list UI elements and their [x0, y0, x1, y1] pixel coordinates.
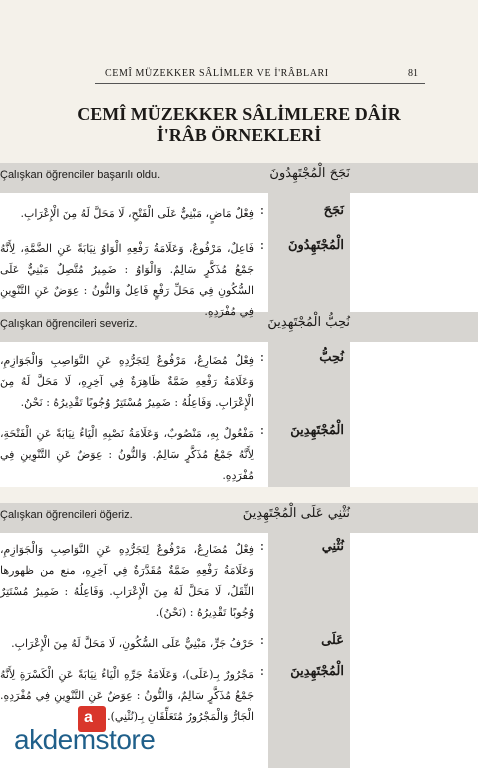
- analysis-row: [0, 419, 478, 492]
- analysis-text: فِعْلٌ مُضَارِعٌ، مَرْفُوعٌ لِتَجَرُّدِهِ عَنِ النَّوَاصِبِ وَالْجَوَازِمِ، وَعَلَامَةُ رَفْعِهِ ضَمَّةٌ مُقَدَّرَةٌ فِي آخِرِهِ، منع من ظهورها الثِّقَلُ، لَا مَحَلَّ لَهُ مِنَ الْإِعْرَابِ. وَفَاعِلُهُ : ضَمِيرٌ مُسْتَتِرٌ وُجُوبًا تَقْدِيرُهُ : (نَحْنُ).: [0, 543, 254, 619]
- example-block-1: [0, 163, 478, 330]
- analysis-row: [0, 193, 478, 230]
- analysis-row: [0, 660, 478, 733]
- example-heading: [0, 163, 478, 193]
- colon: :: [259, 423, 265, 438]
- analysis-table: [0, 193, 478, 330]
- colon: :: [259, 350, 265, 365]
- title-line-1: CEMÎ MÜZEKKER SÂLİMLERE DÂİR: [77, 104, 401, 124]
- analysis-text: مَجْرُورٌ بِـ(عَلَى)، وَعَلَامَةُ جَرِّهِ الْيَاءُ نِيَابَةً عَنِ الْكَسْرَةِ لِأَنَّهُ جَمْعُ مُذَكَّرٍ سَالِمٌ، وَالنُّونُ : عِوَضٌ عَنِ التَّنْوِينِ فِي مُفْرَدِهِ. الْجَارُّ وَالْمَجْرُورُ مُتَعَلِّقَانِ بِـ(نُثْنِي).: [0, 668, 254, 723]
- analysis-table: [0, 342, 478, 487]
- analysis-term: الْمُجْتَهِدِينَ: [290, 423, 344, 438]
- store-logo-text: akdemstore: [14, 724, 156, 755]
- turkish-sentence: Çalışkan öğrencileri severiz.: [0, 318, 138, 330]
- analysis-row: [0, 342, 478, 419]
- analysis-text: حَرْفُ جَرٍّ، مَبْنِيٌّ عَلَى السُّكُونِ، لَا مَحَلَّ لَهُ مِنَ الْإِعْرَابِ.: [11, 637, 254, 650]
- example-block-2: [0, 312, 478, 487]
- analysis-text: فَاعِلٌ، مَرْفُوعٌ، وَعَلَامَةُ رَفْعِهِ الْوَاوُ نِيَابَةً عَنِ الضَّمَّةِ، لِأَنَّهُ جَمْعُ مُذَكَّرٍ سَالِمٌ. وَالْوَاوُ : ضَمِيرٌ مُتَّصِلٌ مَبْنِيٌّ عَلَى السُّكُونِ فِي مَحَلِّ رَفْعٍ فَاعِلٌ وَالنُّونُ : عِوَضٌ عَنِ التَّنْوِينِ فِي مُفْرَدِهِ.: [0, 242, 254, 318]
- title-line-2: İ'RÂB ÖRNEKLERİ: [156, 125, 322, 145]
- analysis-row: [0, 533, 478, 629]
- turkish-sentence: Çalışkan öğrencileri öğeriz.: [0, 509, 133, 521]
- analysis-term: الْمُجْتَهِدُونَ: [287, 238, 344, 253]
- colon: :: [259, 238, 265, 253]
- page-number: 81: [408, 68, 418, 79]
- turkish-sentence: Çalışkan öğrenciler başarılı oldu.: [0, 169, 161, 181]
- colon: :: [259, 664, 265, 679]
- analysis-text: مَفْعُولٌ بِهِ، مَنْصُوبٌ، وَعَلَامَةُ نَصْبِهِ الْيَاءُ نِيَابَةً عَنِ الْفَتْحَةِ، لِأَنَّهُ جَمْعُ مُذَكَّرٍ سَالِمٌ. وَالنُّونُ : عِوَضٌ عَنِ التَّنْوِينِ فِي مُفْرَدِهِ.: [0, 427, 254, 482]
- analysis-text: فِعْلٌ مَاضٍ، مَبْنِيٌّ عَلَى الْفَتْحِ، لَا مَحَلَّ لَهُ مِنَ الْإِعْرَابِ.: [20, 207, 254, 220]
- arabic-sentence: نُثْنِي عَلَى الْمُجْتَهِدِينَ: [242, 506, 350, 521]
- badge-letter: a: [84, 709, 93, 726]
- page-title: [0, 104, 478, 146]
- analysis-term: نَجَحَ: [323, 203, 344, 218]
- header-rule: [95, 83, 425, 84]
- colon: :: [259, 633, 265, 648]
- analysis-text: فِعْلٌ مُضَارِعٌ، مَرْفُوعٌ لِتَجَرُّدِهِ عَنِ النَّوَاصِبِ وَالْجَوَازِمِ، وَعَلَامَةُ رَفْعِهِ ضَمَّةٌ ظَاهِرَةٌ فِي آخِرِهِ، لَا مَحَلَّ لَهُ مِنَ الْإِعْرَابِ. وَفَاعِلُهُ : ضَمِيرٌ مُسْتَتِرٌ وُجُوبًا تَقْدِيرُهُ : نَحْنُ.: [0, 354, 254, 409]
- colon: :: [259, 203, 265, 218]
- analysis-row: [0, 629, 478, 660]
- running-title: CEMÎ MÜZEKKER SÂLİMLER VE İ'RÂBLARI: [105, 68, 329, 79]
- analysis-term: نُثْنِي: [321, 539, 344, 554]
- example-heading: [0, 503, 478, 533]
- running-head: [0, 68, 478, 82]
- arabic-sentence: نَجَحَ الْمُجْتَهِدُونَ: [269, 166, 350, 181]
- colon: :: [259, 539, 265, 554]
- analysis-term: عَلَى: [321, 633, 344, 648]
- analysis-term: نُحِبُّ: [319, 350, 344, 365]
- analysis-term: الْمُجْتَهِدِينَ: [290, 664, 344, 679]
- arabic-sentence: نُحِبُّ الْمُجْتَهِدِينَ: [267, 315, 350, 330]
